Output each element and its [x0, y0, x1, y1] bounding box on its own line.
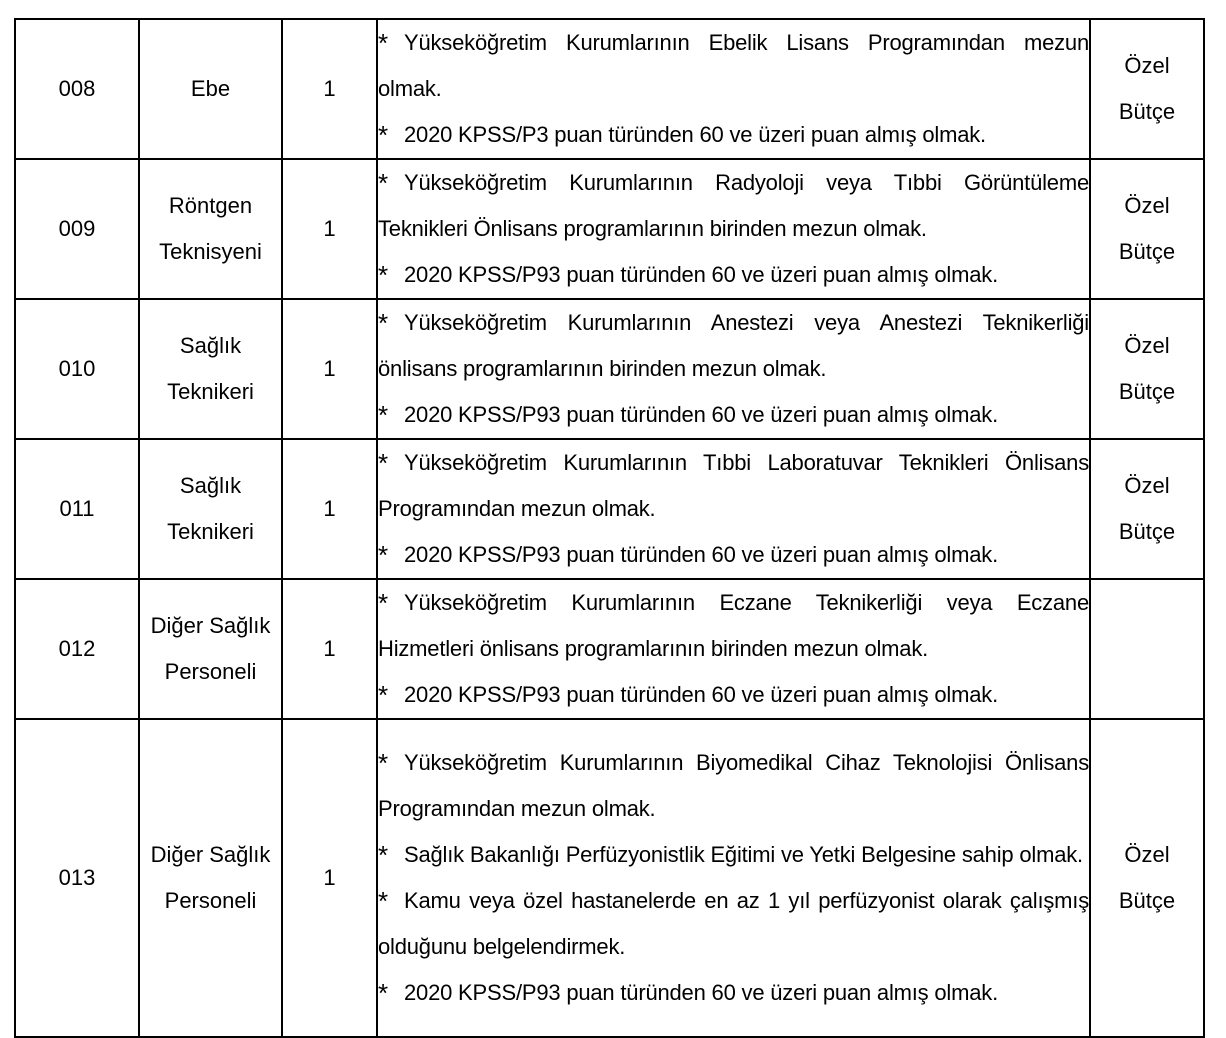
position-count-cell [282, 719, 377, 1037]
budget-type-line: Bütçe [1118, 239, 1176, 264]
requirement-text: 2020 KPSS/P93 puan türünden 60 ve üzeri puan almış olmak. [404, 542, 998, 567]
position-code: 011 [59, 496, 95, 521]
position-title-line: Diğer Sağlık [150, 613, 271, 638]
position-title-line: Teknikeri [167, 519, 254, 544]
table-row [15, 579, 1204, 719]
asterisk-bullet-icon: * [378, 120, 388, 150]
position-count-cell [282, 299, 377, 439]
requirement-item [378, 20, 1089, 112]
position-count: 1 [323, 76, 336, 101]
requirement-item [378, 970, 1089, 1016]
budget-type-cell [1090, 19, 1204, 159]
requirement-item [378, 740, 1089, 832]
position-code-cell [15, 19, 139, 159]
budget-type-cell [1090, 159, 1204, 299]
requirement-item [378, 832, 1089, 878]
position-title-cell [139, 439, 282, 579]
requirement-text: Yükseköğretim Kurumlarının Radyoloji veya Tıbbi Görüntüleme Teknikleri Önlisans programlarının birinden mezun olmak. [378, 170, 1089, 241]
requirement-text: Yükseköğretim Kurumlarının Biyomedikal Cihaz Teknolojisi Önlisans Programından mezun olmak. [378, 750, 1089, 821]
position-title-line: Sağlık [179, 473, 242, 498]
requirement-text: Kamu veya özel hastanelerde en az 1 yıl perfüzyonist olarak çalışmış olduğunu belgelendirmek. [378, 888, 1089, 959]
requirement-item [378, 112, 1089, 158]
budget-type-line: Bütçe [1118, 379, 1176, 404]
position-title-cell [139, 159, 282, 299]
position-count: 1 [323, 356, 336, 381]
position-title-line: Teknisyeni [159, 239, 262, 264]
requirement-item [378, 672, 1089, 718]
asterisk-bullet-icon: * [378, 840, 388, 870]
asterisk-bullet-icon: * [378, 400, 388, 430]
budget-type-cell [1090, 579, 1204, 719]
position-count: 1 [323, 865, 336, 890]
position-title-line: Röntgen [168, 193, 253, 218]
requirements-cell [377, 439, 1090, 579]
position-code-cell [15, 439, 139, 579]
position-count-cell [282, 439, 377, 579]
position-code: 009 [58, 216, 96, 241]
requirements-cell [377, 159, 1090, 299]
budget-type-line: Özel [1124, 53, 1170, 78]
requirements-cell [377, 299, 1090, 439]
position-title-line: Personeli [164, 888, 257, 913]
position-code: 008 [58, 76, 96, 101]
requirement-item [378, 440, 1089, 532]
position-title-line: Ebe [190, 76, 231, 101]
asterisk-bullet-icon: * [378, 260, 388, 290]
asterisk-bullet-icon: * [378, 886, 388, 916]
requirement-text: Yükseköğretim Kurumlarının Ebelik Lisans Programından mezun olmak. [378, 30, 1089, 101]
asterisk-bullet-icon: * [378, 540, 388, 570]
position-code: 012 [58, 636, 96, 661]
asterisk-bullet-icon: * [378, 748, 388, 778]
position-count-cell [282, 579, 377, 719]
position-title-line: Teknikeri [167, 379, 254, 404]
requirement-item [378, 580, 1089, 672]
requirement-item [378, 392, 1089, 438]
budget-type-line: Bütçe [1118, 519, 1176, 544]
position-count-cell [282, 19, 377, 159]
position-title-cell [139, 299, 282, 439]
position-count: 1 [323, 216, 336, 241]
requirement-text: 2020 KPSS/P93 puan türünden 60 ve üzeri puan almış olmak. [404, 262, 998, 287]
asterisk-bullet-icon: * [378, 978, 388, 1008]
requirement-text: Yükseköğretim Kurumlarının Eczane Teknikerliği veya Eczane Hizmetleri önlisans programlarının birinden mezun olmak. [378, 590, 1089, 661]
table-row [15, 159, 1204, 299]
requirements-cell [377, 19, 1090, 159]
requirement-text: Yükseköğretim Kurumlarının Anestezi veya Anestezi Teknikerliği önlisans programlarının birinden mezun olmak. [378, 310, 1089, 381]
table-row [15, 299, 1204, 439]
asterisk-bullet-icon: * [378, 448, 388, 478]
requirement-text: 2020 KPSS/P93 puan türünden 60 ve üzeri puan almış olmak. [404, 980, 998, 1005]
table-row [15, 439, 1204, 579]
asterisk-bullet-icon: * [378, 680, 388, 710]
budget-type-cell [1090, 299, 1204, 439]
budget-type-cell [1090, 719, 1204, 1037]
requirement-text: 2020 KPSS/P93 puan türünden 60 ve üzeri puan almış olmak. [404, 402, 998, 427]
requirements-cell [377, 579, 1090, 719]
table-row [15, 19, 1204, 159]
position-code-cell [15, 719, 139, 1037]
position-code: 010 [58, 356, 96, 381]
requirements-cell [377, 719, 1090, 1037]
requirement-item [378, 300, 1089, 392]
position-title-cell [139, 719, 282, 1037]
requirement-text: 2020 KPSS/P93 puan türünden 60 ve üzeri puan almış olmak. [404, 682, 998, 707]
requirement-item [378, 878, 1089, 970]
position-count: 1 [323, 496, 336, 521]
position-title-cell [139, 579, 282, 719]
position-code-cell [15, 159, 139, 299]
table-row [15, 719, 1204, 1037]
asterisk-bullet-icon: * [378, 588, 388, 618]
position-title-line: Personeli [164, 659, 257, 684]
position-code-cell [15, 299, 139, 439]
table-body [15, 19, 1204, 1037]
requirement-item [378, 532, 1089, 578]
position-count-cell [282, 159, 377, 299]
asterisk-bullet-icon: * [378, 168, 388, 198]
position-count: 1 [323, 636, 336, 661]
position-title-cell [139, 19, 282, 159]
requirement-text: Yükseköğretim Kurumlarının Tıbbi Laboratuvar Teknikleri Önlisans Programından mezun olmak. [378, 450, 1089, 521]
budget-type-line: Özel [1124, 842, 1170, 867]
position-code: 013 [58, 865, 96, 890]
asterisk-bullet-icon: * [378, 28, 388, 58]
requirement-text: Sağlık Bakanlığı Perfüzyonistlik Eğitimi ve Yetki Belgesine sahip olmak. [404, 842, 1083, 867]
position-code-cell [15, 579, 139, 719]
budget-type-line: Özel [1124, 193, 1170, 218]
asterisk-bullet-icon: * [378, 308, 388, 338]
position-requirements-table [14, 18, 1205, 1038]
position-title-line: Diğer Sağlık [150, 842, 271, 867]
budget-type-line: Özel [1124, 473, 1170, 498]
position-title-line: Sağlık [179, 333, 242, 358]
budget-type-line: Bütçe [1118, 888, 1176, 913]
budget-type-line: Özel [1124, 333, 1170, 358]
requirement-item [378, 160, 1089, 252]
budget-type-cell [1090, 439, 1204, 579]
requirement-text: 2020 KPSS/P3 puan türünden 60 ve üzeri puan almış olmak. [404, 122, 986, 147]
requirement-item [378, 252, 1089, 298]
budget-type-line: Bütçe [1118, 99, 1176, 124]
